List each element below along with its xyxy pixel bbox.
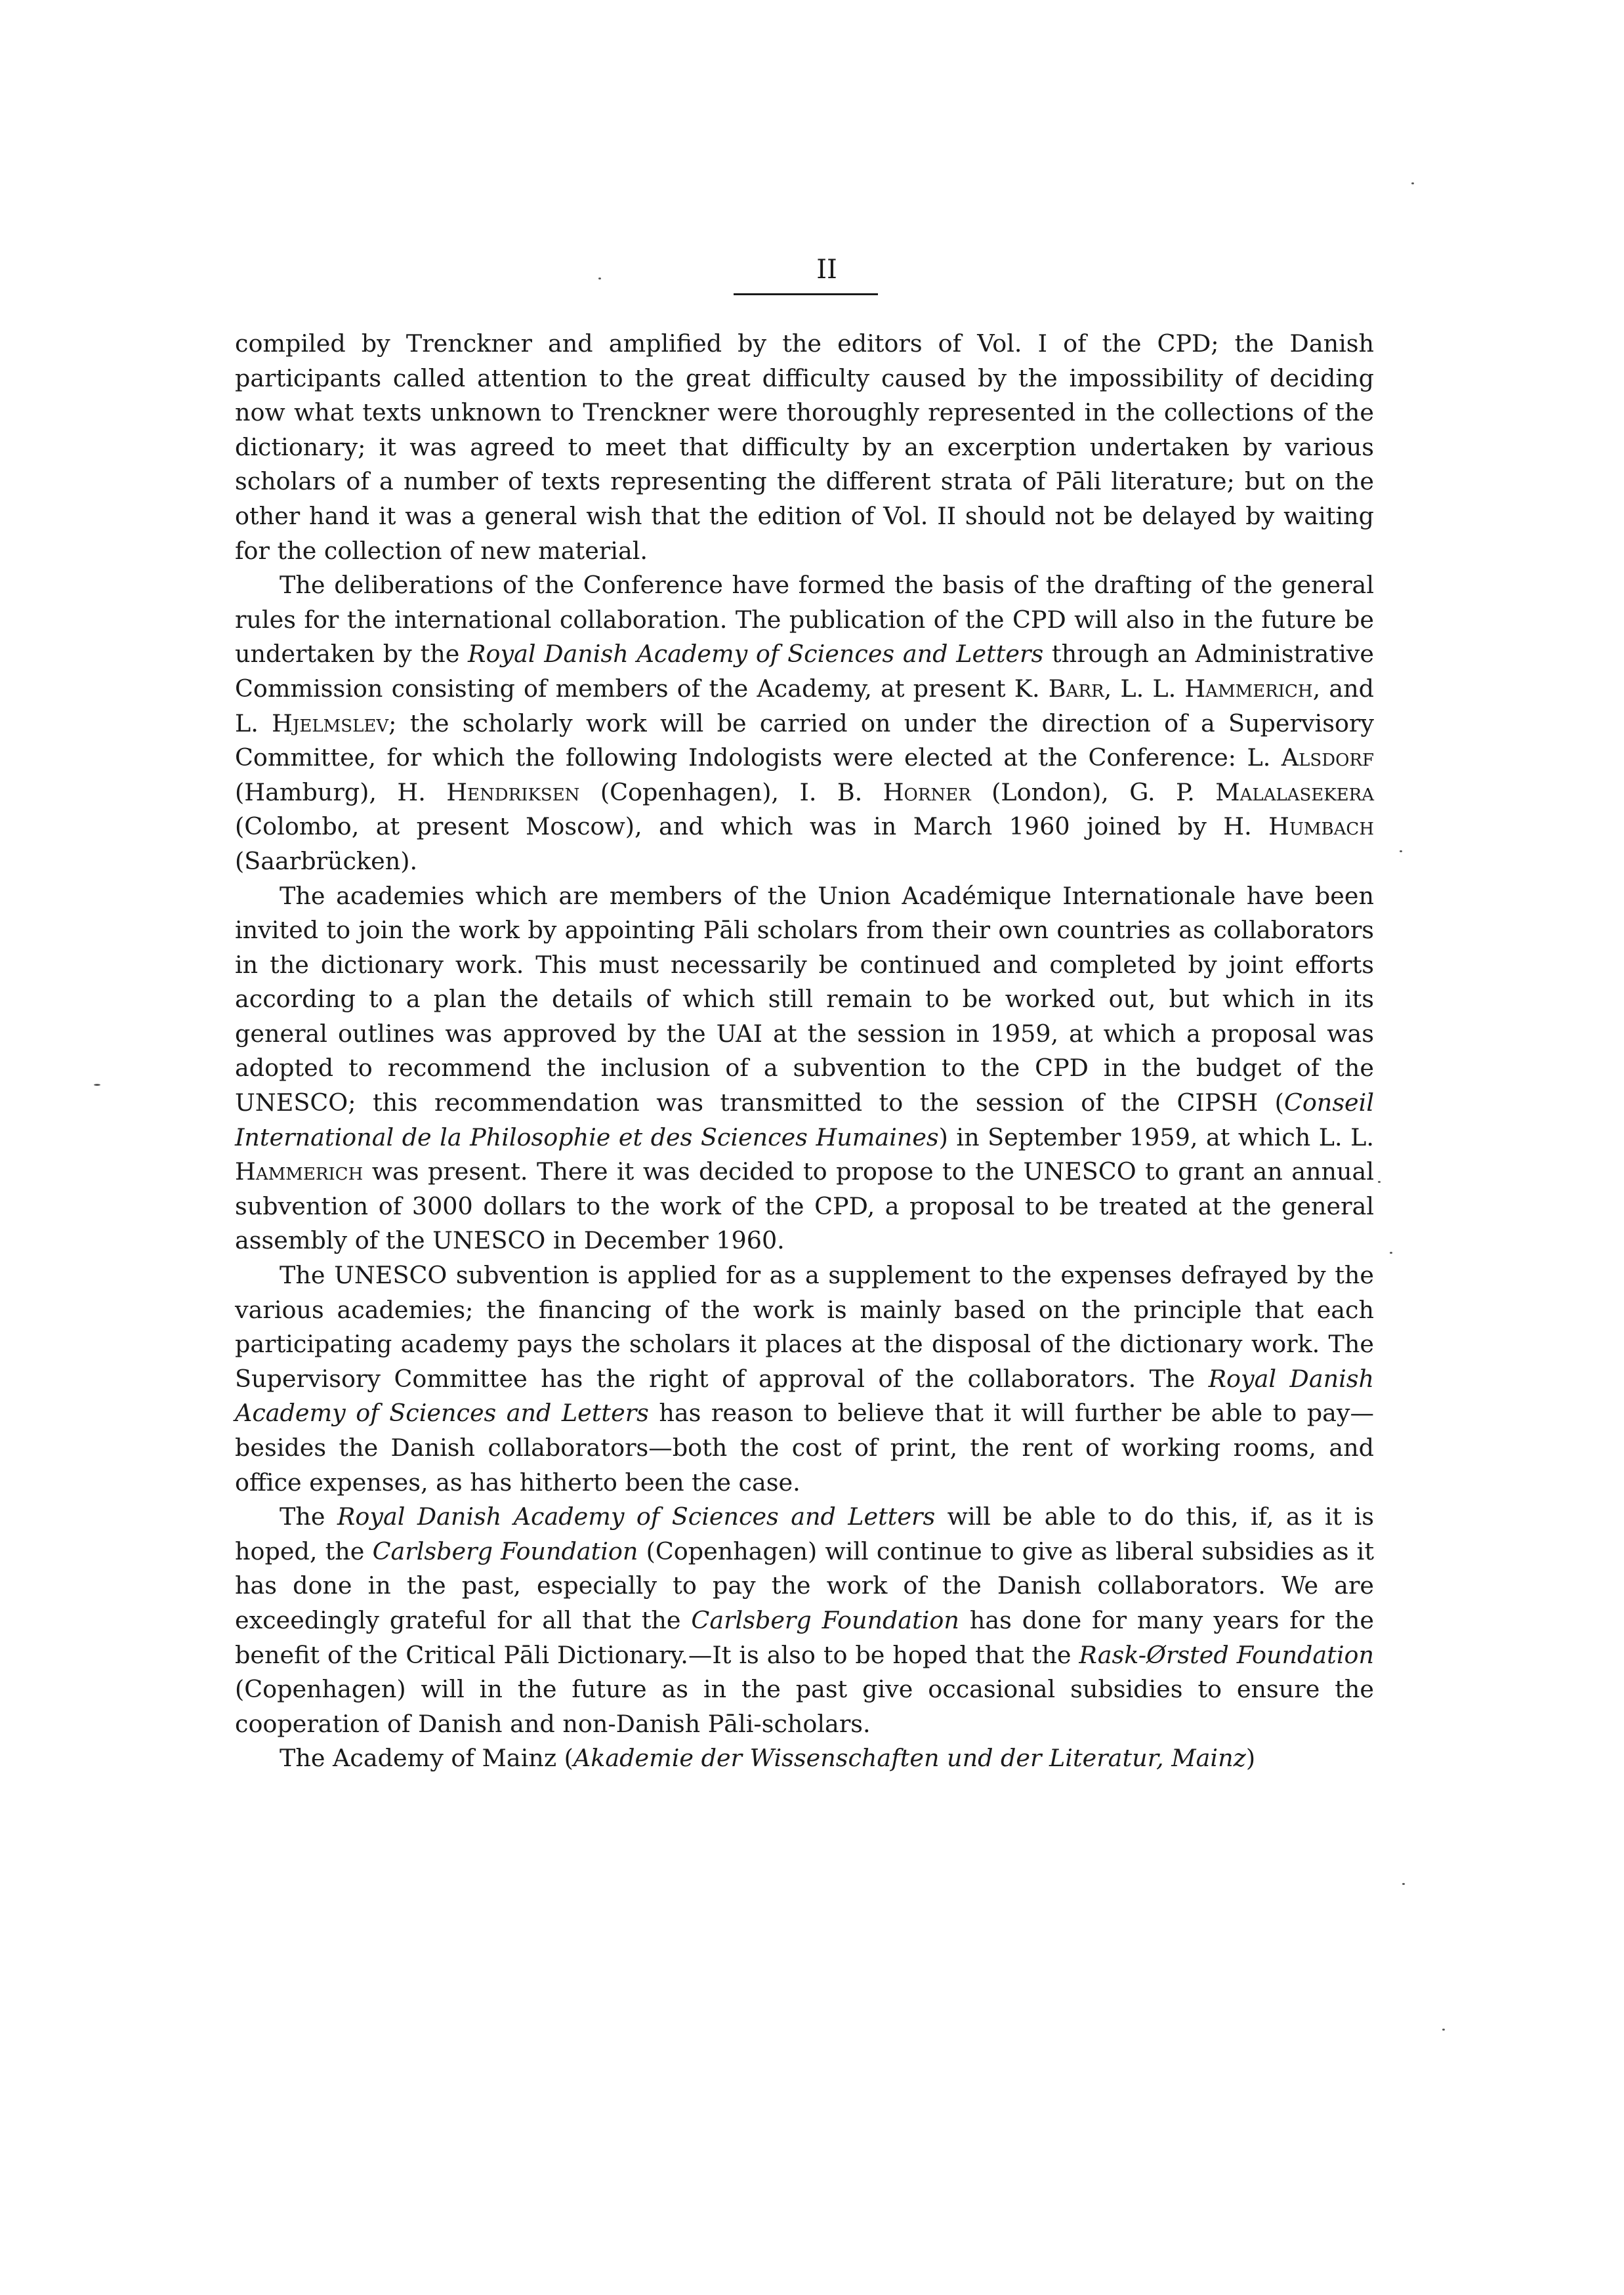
institution-name: Akademie der Wissenschaften und der Literatur, Mainz bbox=[573, 1744, 1246, 1773]
paragraph-2-text: (Colombo, at present Moscow), and which was in March 1960 joined by H. bbox=[235, 812, 1269, 841]
person-name: Alsdorf bbox=[1281, 743, 1374, 772]
paragraph-1-text: compiled by Trenckner and amplified by the editors of Vol. I of the CPD; the Danish participants called attention to the great difficulty caused by the impossibility of deciding now what texts unknown to Trenckner were thoroughly represented in the collections of the dictionary; it was agreed to meet that difficulty by an excerption undertaken by various scholars of a number of texts representing the different strata of Pāli literature; but on the other hand it was a general wish that the edition of Vol. II should not be delayed by waiting for the collection of new material. bbox=[235, 329, 1374, 565]
paragraph-3-text: The academies which are members of the Union Académique Internationale have been invited to join the work by appointing Pāli scholars from their own countries as collaborators in the dictionary work. This must necessarily be continued and completed by joint efforts according to a plan the details of which still remain to be worked out, but which in its general outlines was approved by the UAI at the session in 1959, at which a proposal was adopted to recommend the inclusion of a subvention to the CPD in the budget of the UNESCO; this recommendation was transmitted to the session of the CIPSH ( bbox=[235, 881, 1374, 1117]
scan-speck bbox=[1442, 2029, 1445, 2031]
paragraph-3-text: ) in September 1959, at which L. L. bbox=[938, 1123, 1374, 1151]
institution-name: Carlsberg Foundation bbox=[372, 1537, 638, 1565]
institution-name: Conseil International de la Philosophie et des Sciences Humaines bbox=[235, 1088, 1374, 1151]
paragraph-3-text: was present. There it was decided to propose to the UNESCO to grant an annual subvention of 3000 dollars to the work of the CPD, a proposal to be treated at the general assembly of the UNESCO in December 1960. bbox=[235, 1157, 1374, 1255]
scan-speck bbox=[1400, 850, 1402, 852]
scan-speck bbox=[94, 1084, 100, 1086]
scan-speck bbox=[598, 278, 601, 279]
paragraph-2-text: (Copenhagen), I. B. bbox=[579, 777, 883, 806]
person-name: Hendriksen bbox=[446, 777, 580, 806]
paragraph-4-text: has reason to believe that it will further be able to pay—besides the Danish collaborators—both the cost of print, the rent of working rooms, and office expenses, as has hitherto been the case. bbox=[235, 1399, 1374, 1497]
paragraph-2-text: , and L. bbox=[235, 674, 1374, 737]
page-number: II bbox=[816, 255, 837, 285]
institution-name: Royal Danish Academy of Sciences and Letters bbox=[337, 1502, 936, 1531]
paragraph-6-text: The Academy of Mainz ( bbox=[280, 1744, 573, 1773]
institution-name: Rask-Ørsted Foundation bbox=[1079, 1640, 1374, 1669]
person-name: Humbach bbox=[1268, 812, 1374, 841]
paragraph-4 bbox=[235, 1258, 1374, 1500]
header-rule bbox=[734, 293, 878, 295]
paragraph-5-text: has done for many years for the benefit of the Critical Pāli Dictionary.—It is also to be hoped that the bbox=[235, 1605, 1374, 1669]
paragraph-1 bbox=[235, 327, 1374, 568]
paragraph-6 bbox=[235, 1741, 1374, 1776]
person-name: Hjelmslev bbox=[272, 709, 389, 737]
person-name: Malalasekera bbox=[1215, 777, 1374, 806]
paragraph-6-text: ) bbox=[1245, 1744, 1256, 1773]
institution-name: Carlsberg Foundation bbox=[691, 1605, 959, 1634]
paragraph-2-text: (London), G. P. bbox=[970, 777, 1216, 806]
person-name: Hammerich bbox=[235, 1157, 364, 1186]
paragraph-2-text: through an Administrative Commission consisting of members of the Academy, at present K. bbox=[235, 640, 1374, 703]
paragraph-2 bbox=[235, 568, 1374, 879]
paragraph-5-text: (Copenhagen) will continue to give as liberal subsidies as it has done in the past, especially to pay the work of the Danish collaborators. We are exceedingly grateful for all that the bbox=[235, 1537, 1374, 1634]
paragraph-2-text: (Saarbrücken). bbox=[235, 846, 418, 875]
paragraph-5-text: The bbox=[280, 1502, 337, 1531]
institution-name: Royal Danish Academy of Sciences and Letters bbox=[468, 640, 1044, 669]
paragraph-5-text: (Copenhagen) will in the future as in the past give occasional subsidies to ensure the cooperation of Danish and non-Danish Pāli-scholars. bbox=[235, 1675, 1374, 1738]
paragraph-2-text: ; the scholarly work will be carried on under the direction of a Supervisory Committee, for which the following Indologists were elected at the Conference: L. bbox=[235, 709, 1375, 772]
person-name: Barr bbox=[1048, 674, 1104, 703]
paragraph-2-text: , L. L. bbox=[1104, 674, 1185, 703]
paragraph-2-text: The deliberations of the Conference have formed the basis of the drafting of the general rules for the international collaboration. The publication of the CPD will also in the future be undertaken by the bbox=[235, 571, 1374, 669]
person-name: Hammerich bbox=[1184, 674, 1313, 703]
paragraph-2-text: (Hamburg), H. bbox=[235, 777, 447, 806]
paragraph-4-text: The UNESCO subvention is applied for as a supplement to the expenses defrayed by the various academies; the financing of the work is mainly based on the principle that each participating academy pays the scholars it places at the disposal of the dictionary work. The Supervisory Committee has the right of approval of the collaborators. The bbox=[235, 1261, 1374, 1393]
scan-speck bbox=[1411, 182, 1414, 184]
institution-name: Royal Danish Academy of Sciences and Letters bbox=[235, 1364, 1375, 1428]
paragraph-5 bbox=[235, 1500, 1374, 1741]
scan-speck bbox=[1390, 1252, 1392, 1254]
paragraph-3 bbox=[235, 879, 1374, 1259]
body-text bbox=[235, 327, 1374, 1776]
person-name: Horner bbox=[883, 777, 971, 806]
paragraph-5-text: will be able to do this, if, as it is hoped, the bbox=[235, 1502, 1374, 1565]
scan-speck bbox=[1402, 1883, 1405, 1885]
scan-speck bbox=[1378, 1181, 1381, 1183]
